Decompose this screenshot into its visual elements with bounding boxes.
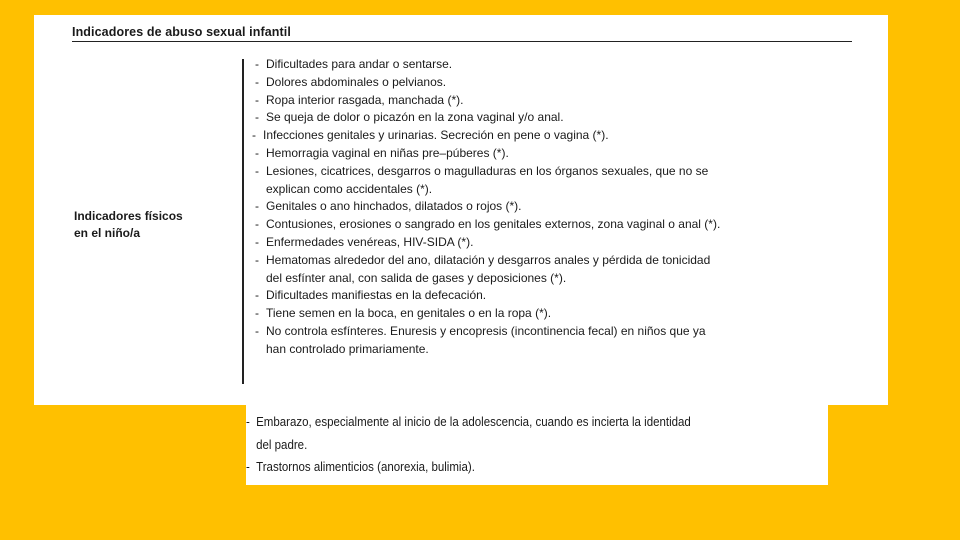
list-item-text: Dolores abdominales o pelvianos.	[266, 74, 447, 89]
document-panel-secondary	[246, 405, 828, 485]
bullet-dash: -	[255, 110, 259, 125]
list-item-text: Contusiones, erosiones o sangrado en los genitales externos, zona vaginal o anal (*).	[266, 217, 721, 232]
bullet-dash: -	[255, 92, 259, 107]
list-item-text: Tiene semen en la boca, en genitales o en la ropa (*).	[266, 306, 552, 321]
list-item	[252, 74, 882, 92]
list-item	[252, 323, 882, 359]
list-item-continuation: han controlado primariamente.	[266, 341, 429, 356]
category-label-line2: en el niño/a	[74, 226, 141, 240]
bullet-dash: -	[255, 234, 259, 249]
list-item-text: Enfermedades venéreas, HIV-SIDA (*).	[266, 234, 474, 249]
list-item-text: Se queja de dolor o picazón en la zona vaginal y/o anal.	[266, 110, 564, 125]
bullet-dash: -	[255, 323, 259, 338]
list-item	[252, 127, 882, 145]
list-item	[246, 456, 775, 479]
list-item-text: No controla esfínteres. Enuresis y encopresis (incontinencia fecal) en niños que ya	[266, 323, 706, 338]
column-divider	[242, 59, 244, 384]
indicator-list	[252, 56, 882, 359]
list-item-continuation: del esfínter anal, con salida de gases y deposiciones (*).	[266, 270, 567, 285]
list-item	[252, 163, 882, 199]
list-item	[252, 92, 882, 110]
document-title: Indicadores de abuso sexual infantil	[72, 25, 852, 42]
bullet-dash: -	[255, 199, 259, 214]
document-panel-main	[34, 15, 888, 405]
bullet-dash: -	[255, 57, 259, 71]
list-item-text: Dificultades manifiestas en la defecación.	[266, 288, 487, 303]
list-item-continuation: explican como accidentales (*).	[266, 181, 433, 196]
bullet-dash: -	[255, 288, 259, 303]
list-item-text: Lesiones, cicatrices, desgarros o magulladuras en los órganos sexuales, que no se	[266, 163, 709, 178]
list-item-text: Hemorragia vaginal en niñas pre–púberes (*).	[266, 145, 509, 160]
list-item-text: Trastornos alimenticios (anorexia, bulimia).	[256, 460, 475, 474]
list-item	[252, 198, 882, 216]
list-item	[252, 145, 882, 163]
bullet-dash: -	[255, 252, 259, 267]
list-item	[252, 56, 882, 74]
bullet-dash: -	[255, 145, 259, 160]
list-item-text: Infecciones genitales y urinarias. Secreción en pene o vagina (*).	[263, 128, 609, 143]
list-item-text: Hematomas alrededor del ano, dilatación y desgarros anales y pérdida de tonicidad	[266, 252, 711, 267]
list-item	[252, 287, 882, 305]
bullet-dash: -	[255, 306, 259, 321]
bullet-dash: -	[246, 460, 250, 474]
list-item	[252, 234, 882, 252]
bullet-dash: -	[255, 217, 259, 232]
category-label-line1: Indicadores físicos	[74, 209, 183, 223]
list-item-text: Dificultades para andar o sentarse.	[266, 57, 453, 71]
additional-indicator-list	[246, 411, 775, 479]
list-item-continuation: del padre.	[256, 437, 308, 452]
list-item	[246, 411, 775, 456]
bullet-dash: -	[255, 163, 259, 178]
list-item-text: Ropa interior rasgada, manchada (*).	[266, 92, 464, 107]
bullet-dash: -	[246, 415, 250, 429]
list-item	[252, 216, 882, 234]
list-item	[252, 252, 882, 288]
list-item-text: Embarazo, especialmente al inicio de la adolescencia, cuando es incierta la identidad	[256, 415, 691, 429]
list-item-text: Genitales o ano hinchados, dilatados o rojos (*).	[266, 199, 522, 214]
list-item	[252, 305, 882, 323]
bullet-dash: -	[255, 74, 259, 89]
category-label	[74, 208, 244, 242]
bullet-dash: -	[252, 128, 256, 143]
list-item	[252, 109, 882, 127]
